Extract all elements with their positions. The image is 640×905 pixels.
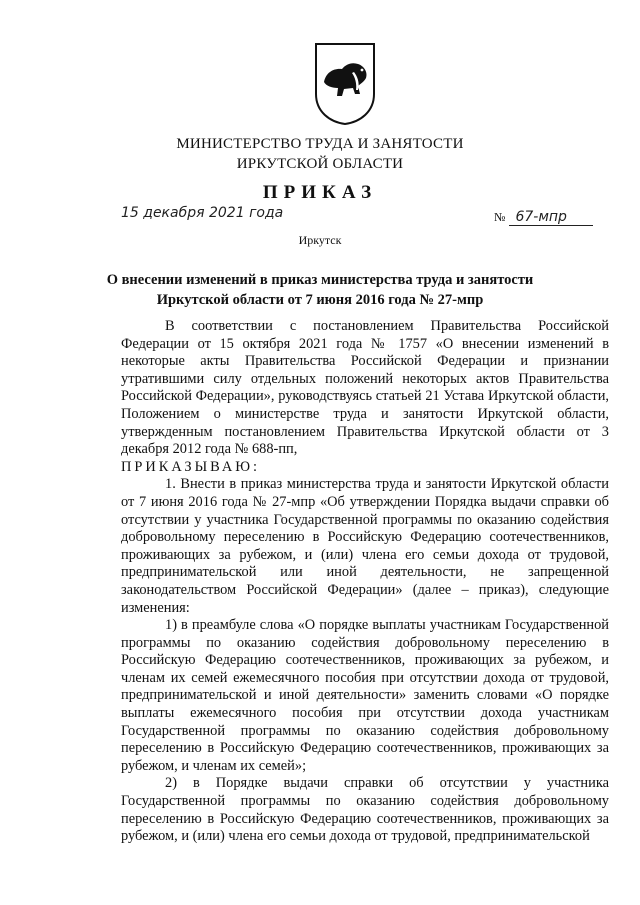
coat-of-arms-emblem	[314, 42, 376, 126]
document-type-heading: ПРИКАЗ	[262, 182, 378, 203]
order-word: ПРИКАЗЫВАЮ:	[121, 458, 261, 475]
order-number-field	[494, 209, 593, 226]
number-sign-label: №	[494, 210, 506, 224]
document-title	[0, 270, 640, 310]
handwritten-date: 15 декабря 2021 года	[121, 205, 284, 221]
ministry-name-line1: МИНИСТЕРСТВО ТРУДА И ЗАНЯТОСТИ	[176, 136, 464, 152]
ministry-name-line2: ИРКУТСКОЙ ОБЛАСТИ	[236, 156, 404, 172]
preamble-paragraph: В соответствии с постановлением Правительства Российской Федерации от 15 октября 2021 года № 1757 «О внесении изменений в некоторые акты Правительства Российской Федерации и признании утратившими силу отдельных положений некоторых актов Правительства Российской Федерации», руководствуясь статьей 21 Устава Иркутской области, Положением о министерстве труда и занятости Иркутской области, утвержденным постановлением Правительства Иркутской области от 3 декабря 2012 года № 688-пп,	[121, 318, 609, 458]
subitem-1-paragraph: 1) в преамбуле слова «О порядке выплаты участникам Государственной программы по оказанию содействия добровольному переселению в Российскую Федерацию соотечественников, проживающих за рубежом, и членам их семей ежемесячного пособия при отсутствии дохода от трудовой, предпринимательской и иной деятельности» заменить словами «О порядке выплаты ежемесячного пособия при отсутствии дохода участникам Государственной программы по оказанию содействия добровольному переселению в Российскую Федерацию соотечественников, проживающих за рубежом, и членам их семей»;	[121, 617, 609, 774]
item-1-paragraph: 1. Внести в приказ министерства труда и занятости Иркутской области от 7 июня 2016 года № 27-мпр «Об утверждении Порядка выдачи справки об отсутствии у участника Государственной программы по оказанию содействия добровольному переселению в Российскую Федерацию соотечественников, проживающих за рубежом, и (или) члена его семьи дохода от трудовой, предпринимательской или иной деятельности, не запрещенной законодательством Российской Федерации» (далее – приказ), следующие изменения:	[121, 476, 609, 616]
subitem-2-paragraph: 2) в Порядке выдачи справки об отсутствии у участника Государственной программы по оказанию содействия добровольному переселению в Российскую Федерацию соотечественников, проживающих за рубежом, и (или) члена его семьи дохода от трудовой, предпринимательской	[121, 775, 609, 845]
document-title-line1: О внесении изменений в приказ министерства труда и занятости	[106, 272, 534, 288]
document-title-line2: Иркутской области от 7 июня 2016 года № 27-мпр	[156, 292, 484, 308]
city-label: Иркутск	[298, 233, 342, 247]
document-body	[121, 318, 609, 846]
handwritten-order-number: 67-мпр	[509, 209, 593, 226]
